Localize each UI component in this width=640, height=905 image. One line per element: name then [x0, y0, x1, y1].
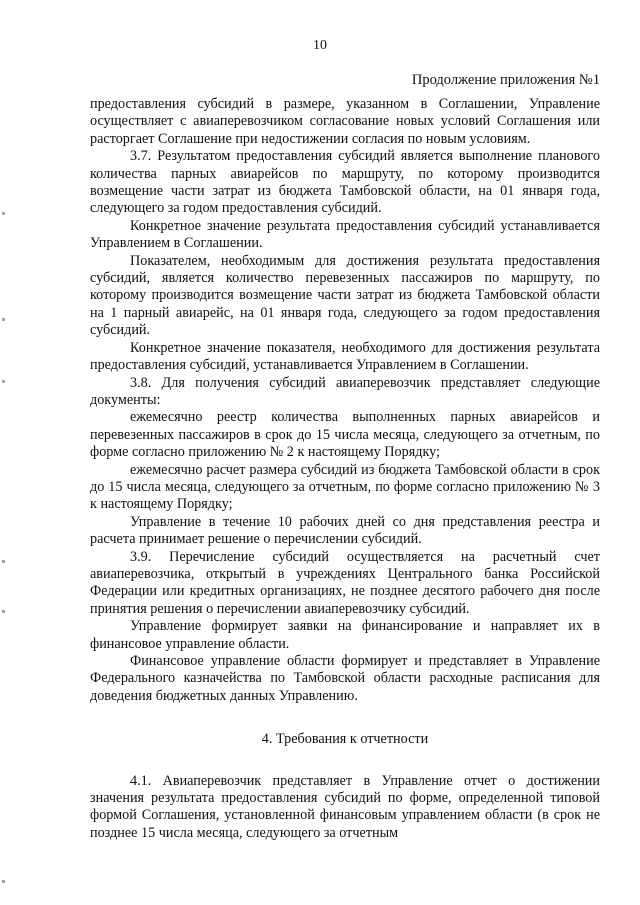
- paragraph: предоставления субсидий в размере, указанном в Соглашении, Управление осуществляет с авиаперевозчиком согласование новых условий Соглашения или расторгает Соглашение при недостижении согласия по новым условиям.: [90, 96, 600, 147]
- scan-margin-marks: [0, 0, 12, 905]
- paragraph: Управление в течение 10 рабочих дней со дня представления реестра и расчета принимает решение о перечислении субсидий.: [90, 513, 600, 548]
- paragraph: 3.8. Для получения субсидий авиаперевозчик представляет следующие документы:: [90, 374, 600, 408]
- paragraph: Конкретное значение показателя, необходимого для достижения результата предоставления субсидий, устанавливается Управлением в Соглашении.: [90, 339, 600, 374]
- paragraph: 4.1. Авиаперевозчик представляет в Управление отчет о достижении значения результата предоставления субсидий по форме, определенной типовой формой Соглашения, установленной финансовым управлением области (в срок не позднее 15 числа месяца, следующего за отчетным: [90, 772, 600, 841]
- page-number: 10: [313, 38, 327, 53]
- paragraph: 3.9. Перечисление субсидий осуществляется на расчетный счет авиаперевозчика, открытый в учреждениях Центрального банка Российской Федерации или кредитных организациях, не позднее десятого рабочего дня после принятия решения о перечислении авиаперевозчику субсидий.: [90, 548, 600, 617]
- paragraph: Управление формирует заявки на финансирование и направляет их в финансовое управление области.: [90, 618, 600, 652]
- appendix-continuation-note: Продолжение приложения №1: [411, 72, 600, 88]
- paragraph: Финансовое управление области формирует и представляет в Управление Федерального казначейства по Тамбовской области расходные расписания для доведения бюджетных данных Управлению.: [90, 653, 600, 704]
- section-heading: 4. Требования к отчетности: [261, 731, 429, 748]
- paragraph: Конкретное значение результата предоставления субсидий устанавливается Управлением в Соглашении.: [90, 217, 600, 252]
- document-body: [90, 96, 600, 842]
- paragraph: ежемесячно расчет размера субсидий из бюджета Тамбовской области в срок до 15 числа месяца, следующего за отчетным, по форме согласно приложению № 3 к настоящему Порядку;: [90, 461, 600, 513]
- paragraph: 3.7. Результатом предоставления субсидий является выполнение планового количества парных авиарейсов по маршруту, по которому производится возмещение части затрат из бюджета Тамбовской области, на 01 января года, следующего за годом предоставления субсидий.: [90, 148, 600, 217]
- paragraph: ежемесячно реестр количества выполненных парных авиарейсов и перевезенных пассажиров в срок до 15 числа месяца, следующего за отчетным, по форме согласно приложению № 2 к настоящему Порядку;: [90, 409, 600, 461]
- paragraph: Показателем, необходимым для достижения результата предоставления субсидий, является количество перевезенных пассажиров по маршруту, по которому производится возмещение части затрат из бюджета Тамбовской области на 1 парный авиарейс, на 01 января года, следующего за годом предоставления субсидий.: [90, 252, 600, 339]
